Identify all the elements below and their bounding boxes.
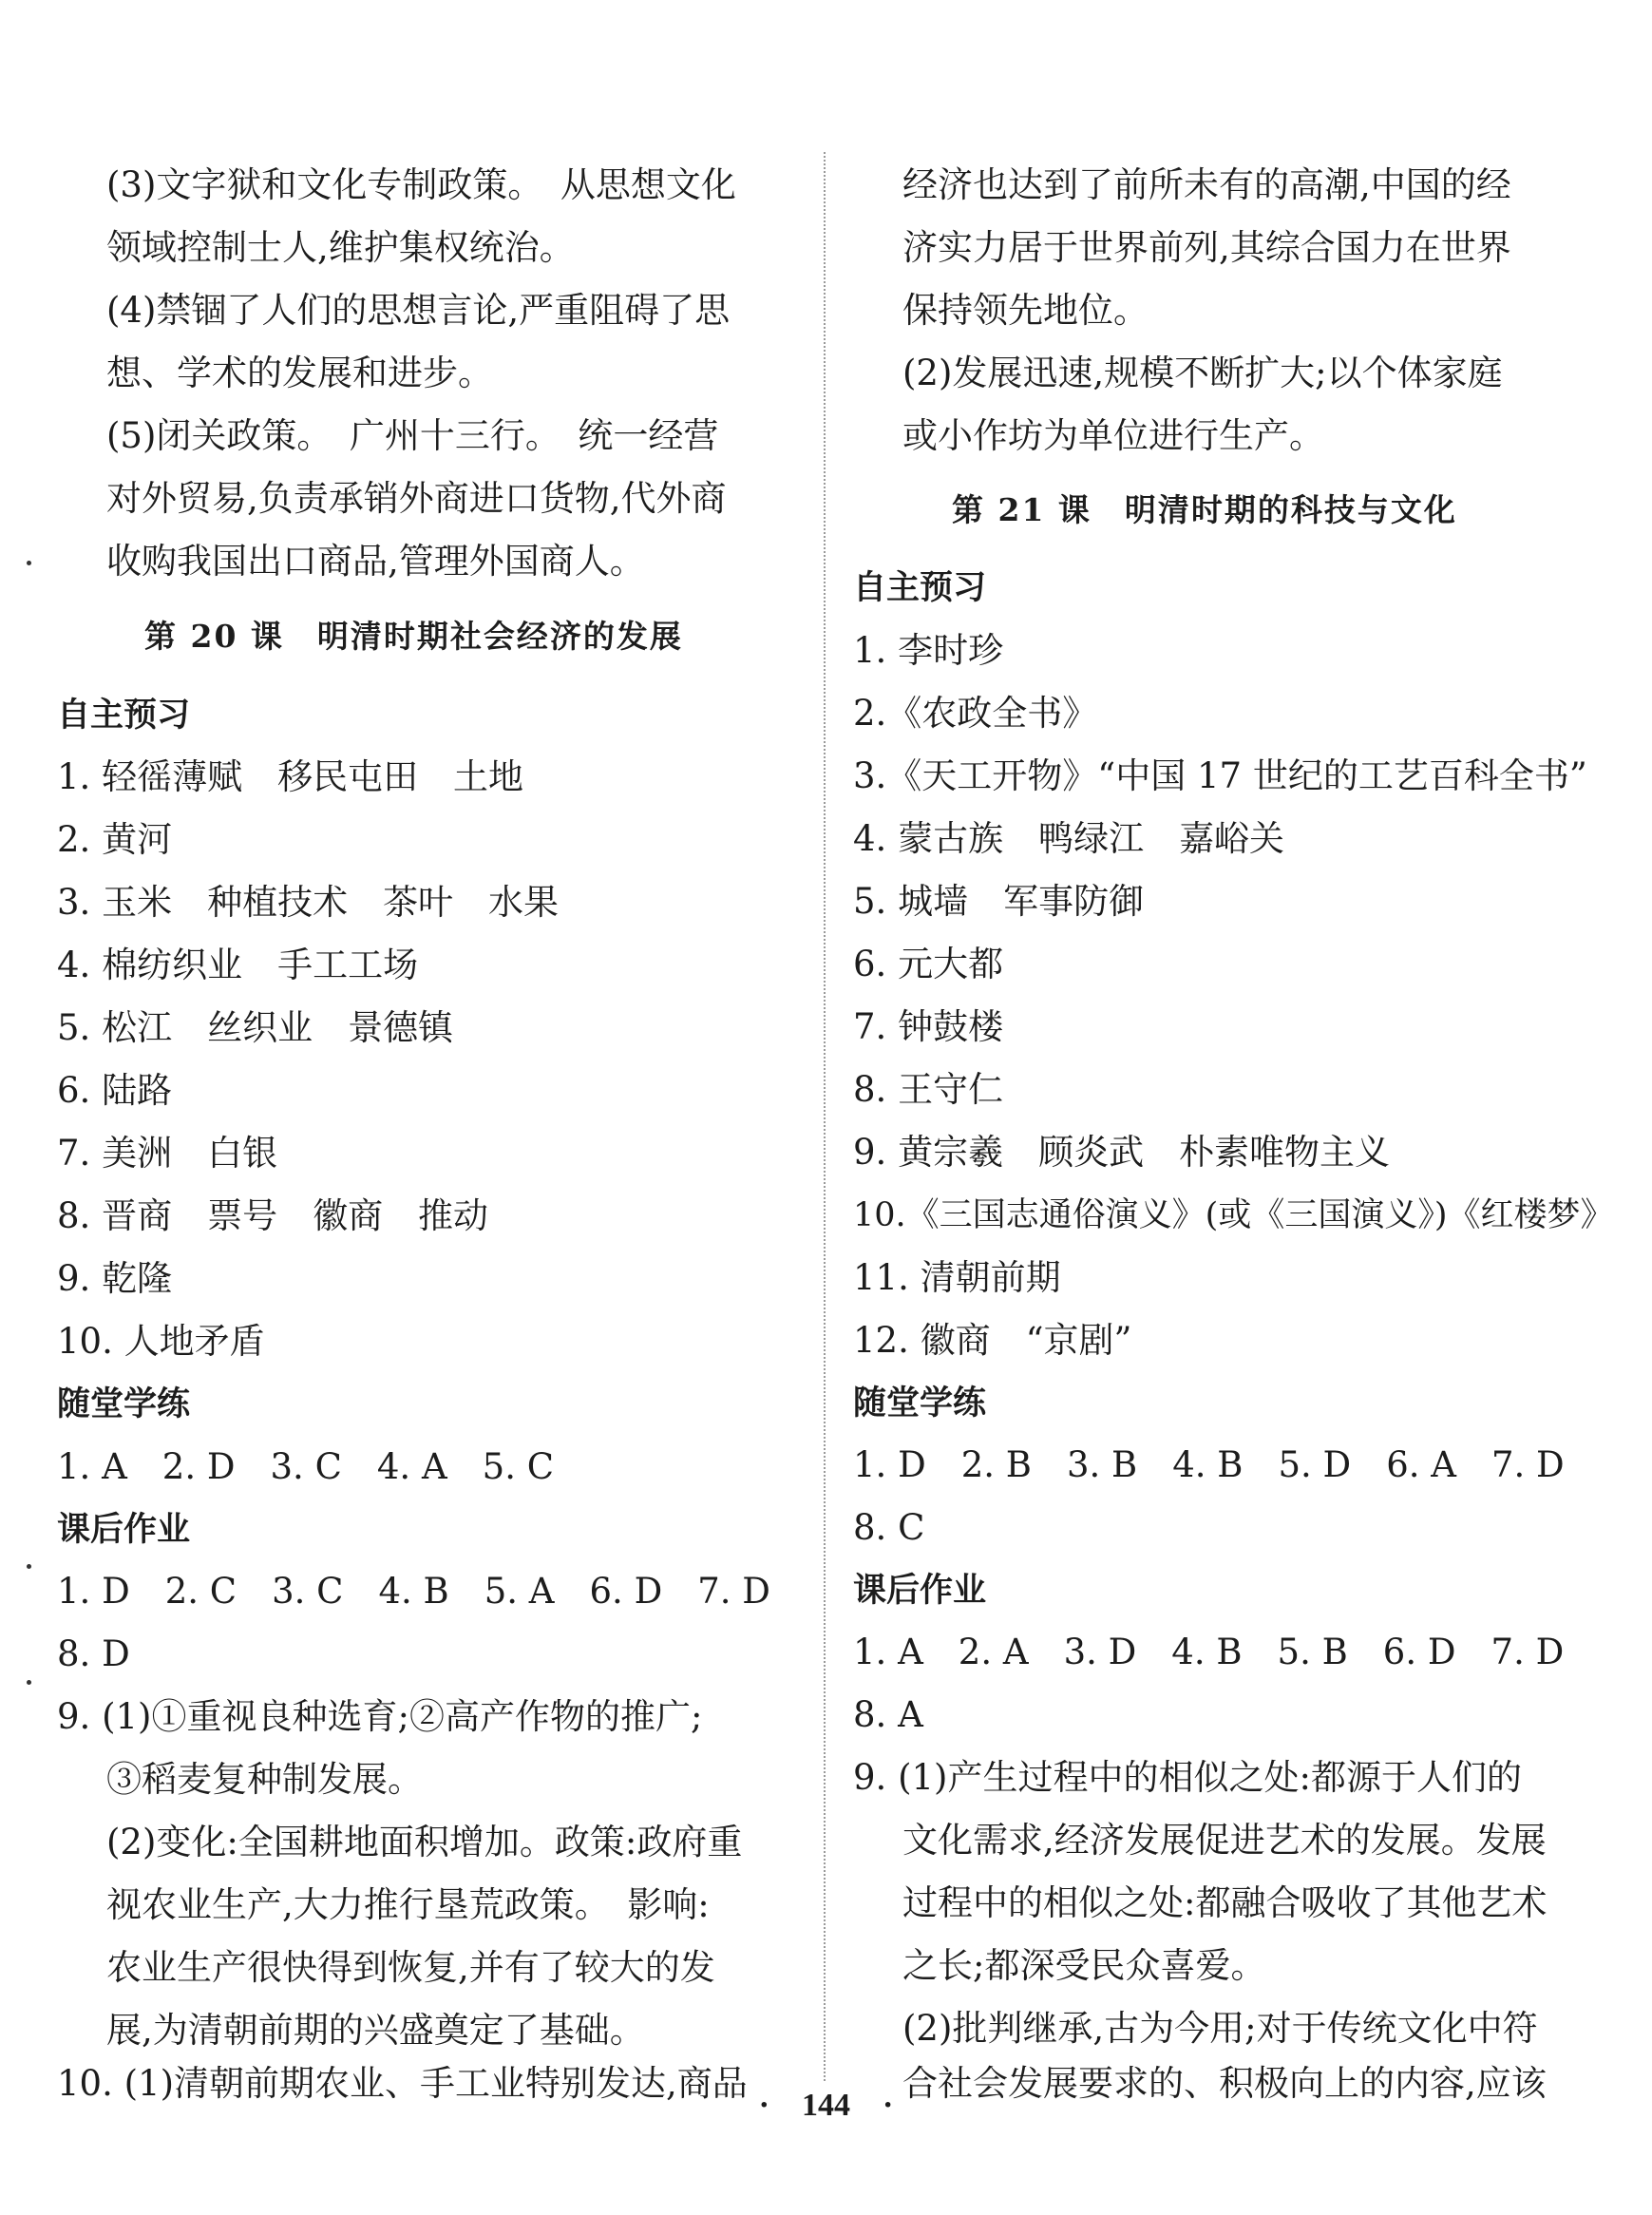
preview-item: 6. 陆路	[57, 1070, 173, 1111]
preview-item: 7. 钟鼓楼	[853, 1006, 1004, 1047]
section-heading-preview: 自主预习	[57, 697, 191, 735]
homework-answers: 1. D 2. C 3. C 4. B 5. A 6. D 7. D	[57, 1571, 770, 1612]
preview-item: 4. 棉纺织业 手工工场	[57, 945, 419, 985]
question-9-line: 文化需求,经济发展促进艺术的发展。发展	[902, 1820, 1547, 1861]
preview-item: 10. 人地矛盾	[57, 1321, 265, 1362]
answer-line: (2)发展迅速,规模不断扩大;以个体家庭	[902, 353, 1503, 393]
practice-answers: 8. C	[853, 1507, 925, 1548]
preview-item: 9. 乾隆	[57, 1258, 173, 1299]
section-heading-preview: 自主预习	[853, 569, 987, 607]
answer-line: (4)禁锢了人们的思想言论,严重阻碍了思	[106, 290, 731, 331]
question-9-line: (2)批判继承,古为今用;对于传统文化中符	[902, 2008, 1538, 2049]
page-number: · 144 ·	[758, 2088, 894, 2123]
answer-line: 济实力居于世界前列,其综合国力在世界	[902, 227, 1511, 268]
homework-answers: 8. A	[853, 1694, 923, 1735]
section-heading-practice: 随堂学练	[57, 1385, 191, 1423]
preview-item: 4. 蒙古族 鸭绿江 嘉峪关	[853, 818, 1285, 859]
answer-line: 对外贸易,负责承销外商进口货物,代外商	[106, 478, 727, 519]
question-9-line: 9. (1)产生过程中的相似之处:都源于人们的	[853, 1757, 1522, 1798]
preview-item: 2. 黄河	[57, 819, 173, 860]
section-heading-homework: 课后作业	[57, 1511, 191, 1549]
question-9-line: 视农业生产,大力推行垦荒政策。 影响:	[106, 1884, 710, 1925]
preview-item: 5. 松江 丝织业 景德镇	[57, 1007, 454, 1048]
preview-item: 6. 元大都	[853, 944, 1004, 984]
question-9-line: 合社会发展要求的、积极向上的内容,应该	[902, 2063, 1547, 2104]
answer-line: 经济也达到了前所未有的高潮,中国的经	[902, 164, 1511, 205]
preview-item: 5. 城墙 军事防御	[853, 881, 1145, 922]
section-heading-practice: 随堂学练	[853, 1384, 987, 1423]
practice-answers: 1. D 2. B 3. B 4. B 5. D 6. A 7. D	[853, 1444, 1565, 1485]
homework-answers: 1. A 2. A 3. D 4. B 5. B 6. D 7. D	[853, 1632, 1565, 1672]
question-9-line: 过程中的相似之处:都融合吸收了其他艺术	[902, 1882, 1548, 1923]
margin-dot	[27, 561, 31, 565]
preview-item: 1. 李时珍	[853, 630, 1004, 671]
preview-item: 2.《农政全书》	[853, 693, 1098, 734]
answer-line: (3)文字狱和文化专制政策。 从思想文化	[106, 164, 736, 205]
question-9-line: 之长;都深受民众喜爱。	[902, 1945, 1266, 1986]
preview-item: 3.《天工开物》“中国 17 世纪的工艺百科全书”	[853, 755, 1587, 796]
answer-line: 领域控制士人,维护集权统治。	[106, 227, 575, 268]
question-10-line: 10. (1)清朝前期农业、手工业特别发达,商品	[57, 2063, 748, 2104]
answer-line: 想、学术的发展和进步。	[106, 353, 493, 393]
question-9-line: 9. (1)①重视良种选育;②高产作物的推广;	[57, 1696, 703, 1737]
preview-item: 1. 轻徭薄赋 移民屯田 土地	[57, 756, 524, 797]
answer-line: 或小作坊为单位进行生产。	[902, 415, 1324, 456]
question-9-line: (2)变化:全国耕地面积增加。政策:政府重	[106, 1822, 743, 1862]
preview-item: 3. 玉米 种植技术 茶叶 水果	[57, 882, 560, 923]
answer-line: (5)闭关政策。 广州十三行。 统一经营	[106, 415, 719, 456]
margin-dot	[27, 1680, 31, 1685]
homework-answers: 8. D	[57, 1633, 130, 1674]
margin-dot	[27, 1564, 31, 1569]
preview-item: 8. 王守仁	[853, 1069, 1004, 1110]
column-divider	[824, 152, 826, 2081]
preview-item: 10.《三国志通俗演义》(或《三国演义》)《红楼梦》	[853, 1196, 1614, 1234]
preview-item: 12. 徽商 “京剧”	[853, 1320, 1132, 1361]
lesson-title: 第 21 课 明清时期的科技与文化	[952, 491, 1457, 528]
preview-item: 8. 晋商 票号 徽商 推动	[57, 1195, 489, 1236]
preview-item: 11. 清朝前期	[853, 1257, 1061, 1298]
lesson-title: 第 20 课 明清时期社会经济的发展	[144, 618, 683, 655]
preview-item: 7. 美洲 白银	[57, 1133, 278, 1174]
question-9-line: 展,为清朝前期的兴盛奠定了基础。	[106, 2010, 645, 2051]
answer-line: 收购我国出口商品,管理外国商人。	[106, 541, 645, 582]
question-9-line: ③稻麦复种制发展。	[106, 1759, 423, 1800]
section-heading-homework: 课后作业	[853, 1572, 987, 1610]
practice-answers: 1. A 2. D 3. C 4. A 5. C	[57, 1446, 555, 1487]
question-9-line: 农业生产很快得到恢复,并有了较大的发	[106, 1947, 715, 1988]
preview-item: 9. 黄宗羲 顾炎武 朴素唯物主义	[853, 1132, 1391, 1173]
answer-line: 保持领先地位。	[902, 290, 1149, 331]
